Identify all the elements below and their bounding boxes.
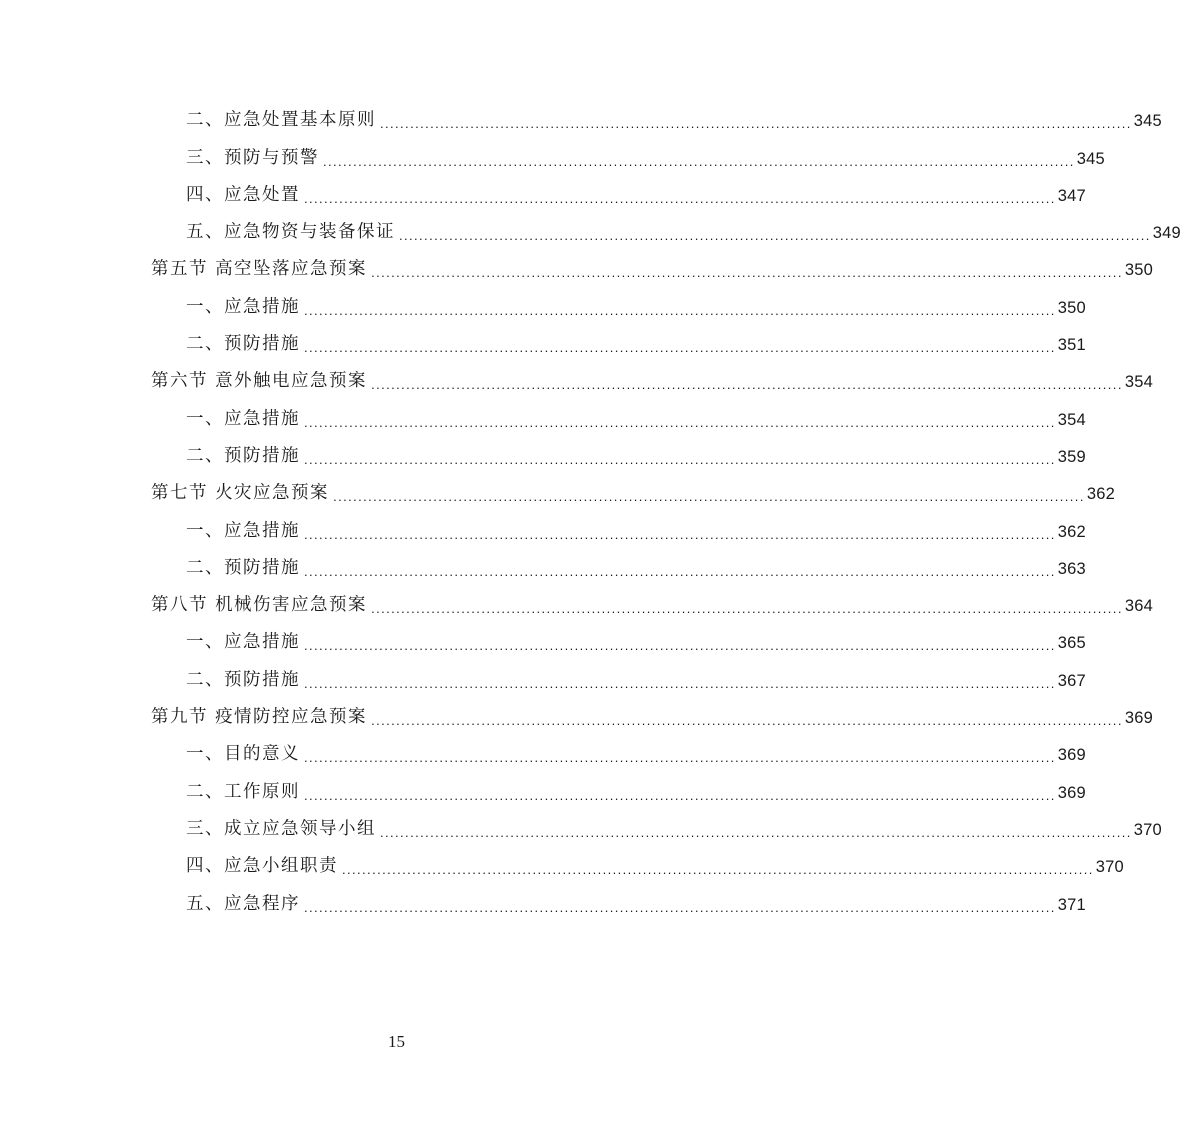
toc-dot-leader: ...................................................................................................................................................... [371,713,1123,729]
toc-entry-title[interactable]: 一、目的意义 [186,744,300,765]
toc-section-page[interactable]: 369 [1124,709,1153,728]
toc-entry-title[interactable]: 一、应急措施 [186,296,300,317]
toc-section-page[interactable]: 354 [1124,373,1153,392]
toc-entry[interactable] [0,176,1086,213]
toc-entry[interactable] [0,847,1124,884]
toc-entry-title[interactable]: 二、预防措施 [186,445,300,466]
toc-entry[interactable] [0,660,1086,697]
toc-entry[interactable] [0,549,1086,586]
toc-entry-page[interactable]: 350 [1057,298,1086,317]
toc-dot-leader: ...................................................................................................................................................... [304,414,1056,430]
toc-dot-leader: ...................................................................................................................................................... [304,190,1056,206]
toc-entry-page[interactable]: 351 [1057,336,1086,355]
page-number: 15 [388,1032,405,1051]
toc-entry[interactable] [0,884,1086,921]
toc-entry-title[interactable]: 一、应急措施 [186,632,300,653]
toc-entry[interactable] [0,138,1105,175]
toc-entry-title[interactable]: 四、应急处置 [186,184,300,205]
toc-entry[interactable] [0,772,1086,809]
toc-dot-leader: ...................................................................................................................................................... [304,451,1056,467]
toc-entry-page[interactable]: 369 [1057,783,1086,802]
toc-dot-leader: ...................................................................................................................................................... [304,340,1056,356]
toc-dot-leader: ...................................................................................................................................................... [371,265,1123,281]
toc-entry-title[interactable]: 二、应急处置基本原则 [186,110,376,131]
toc-entry-title[interactable]: 五、应急物资与装备保证 [186,222,395,243]
toc-entry-title[interactable]: 一、应急措施 [186,520,300,541]
toc-entry-page[interactable]: 345 [1076,149,1105,168]
toc-section-title[interactable]: 第九节 疫情防控应急预案 [151,707,368,728]
toc-entry[interactable] [0,213,1181,250]
toc-entry-title[interactable]: 三、成立应急领导小组 [186,818,376,839]
toc-entry-title[interactable]: 二、预防措施 [186,669,300,690]
toc-entry-title[interactable]: 四、应急小组职责 [186,856,338,877]
toc-entry-title[interactable]: 三、预防与预警 [186,147,319,168]
toc-entry-title[interactable]: 五、应急程序 [186,893,300,914]
toc-dot-leader: ...................................................................................................................................................... [304,675,1056,691]
toc-section-title[interactable]: 第五节 高空坠落应急预案 [151,259,368,280]
toc-entry-page[interactable]: 365 [1057,634,1086,653]
toc-section-entry[interactable] [0,362,1153,399]
toc-entry-page[interactable]: 359 [1057,447,1086,466]
table-of-contents [0,101,1181,922]
toc-entry[interactable] [0,511,1086,548]
toc-entry-page[interactable]: 349 [1152,224,1181,243]
toc-entry[interactable] [0,810,1162,847]
toc-dot-leader: ...................................................................................................................................................... [399,228,1151,244]
toc-section-page[interactable]: 364 [1124,597,1153,616]
toc-entry-page[interactable]: 347 [1057,186,1086,205]
toc-entry[interactable] [0,325,1086,362]
toc-dot-leader: ...................................................................................................................................................... [304,563,1056,579]
toc-section-title[interactable]: 第八节 机械伤害应急预案 [151,595,368,616]
toc-section-page[interactable]: 350 [1124,261,1153,280]
toc-dot-leader: ...................................................................................................................................................... [342,862,1094,878]
toc-entry-title[interactable]: 一、应急措施 [186,408,300,429]
toc-section-page[interactable]: 362 [1086,485,1115,504]
toc-entry-page[interactable]: 363 [1057,559,1086,578]
toc-entry-title[interactable]: 二、预防措施 [186,334,300,355]
toc-section-entry[interactable] [0,250,1153,287]
toc-dot-leader: ...................................................................................................................................................... [323,153,1075,169]
toc-dot-leader: ...................................................................................................................................................... [371,377,1123,393]
toc-entry-page[interactable]: 369 [1057,746,1086,765]
toc-entry-page[interactable]: 367 [1057,671,1086,690]
toc-section-title[interactable]: 第六节 意外触电应急预案 [151,371,368,392]
toc-dot-leader: ...................................................................................................................................................... [304,526,1056,542]
toc-entry[interactable] [0,437,1086,474]
toc-section-entry[interactable] [0,474,1115,511]
toc-entry-page[interactable]: 370 [1095,858,1124,877]
toc-dot-leader: ...................................................................................................................................................... [304,638,1056,654]
toc-dot-leader: ...................................................................................................................................................... [380,116,1132,132]
toc-entry-title[interactable]: 二、工作原则 [186,781,300,802]
toc-entry[interactable] [0,287,1086,324]
toc-dot-leader: ...................................................................................................................................................... [380,824,1132,840]
toc-entry-page[interactable]: 362 [1057,522,1086,541]
toc-entry-page[interactable]: 354 [1057,410,1086,429]
toc-entry-title[interactable]: 二、预防措施 [186,557,300,578]
toc-dot-leader: ...................................................................................................................................................... [371,601,1123,617]
toc-dot-leader: ...................................................................................................................................................... [304,302,1056,318]
toc-dot-leader: ...................................................................................................................................................... [304,750,1056,766]
toc-entry-page[interactable]: 371 [1057,895,1086,914]
toc-dot-leader: ...................................................................................................................................................... [304,787,1056,803]
toc-dot-leader: ...................................................................................................................................................... [333,489,1085,505]
toc-entry-page[interactable]: 370 [1133,820,1162,839]
toc-section-entry[interactable] [0,698,1153,735]
toc-dot-leader: ...................................................................................................................................................... [304,899,1056,915]
toc-entry[interactable] [0,623,1086,660]
toc-entry-page[interactable]: 345 [1133,112,1162,131]
toc-entry[interactable] [0,101,1162,138]
toc-section-title[interactable]: 第七节 火灾应急预案 [151,483,330,504]
toc-entry[interactable] [0,399,1086,436]
toc-entry[interactable] [0,735,1086,772]
toc-section-entry[interactable] [0,586,1153,623]
